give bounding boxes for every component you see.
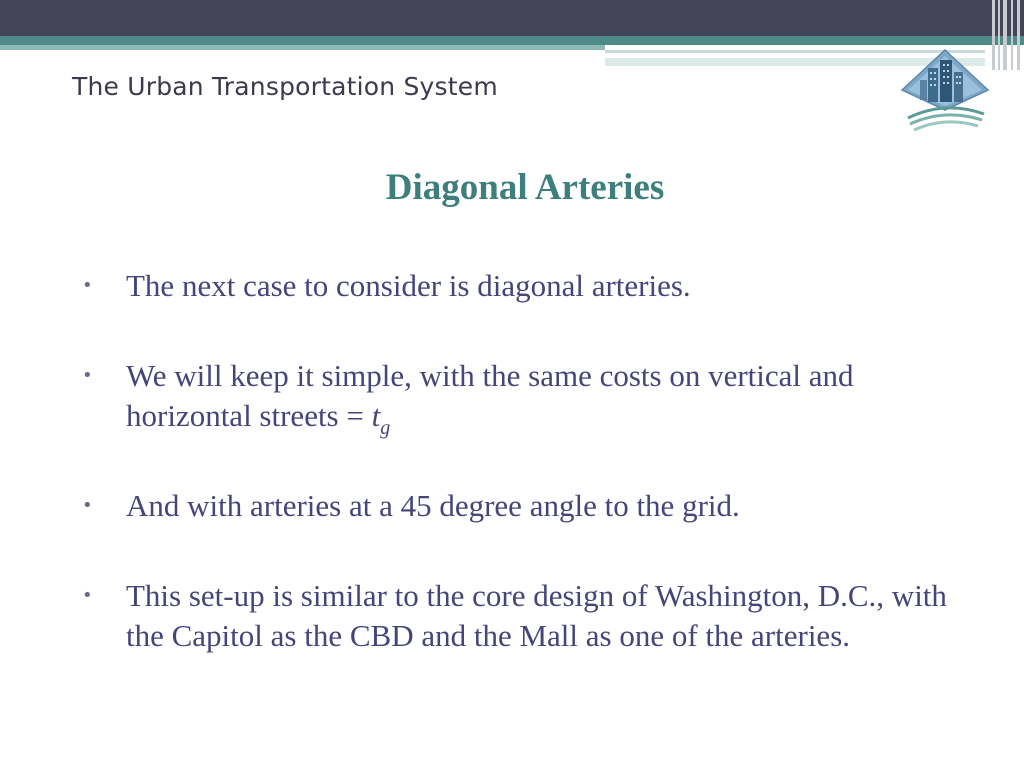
top-banner (0, 0, 1024, 36)
bullet-dot-icon: • (82, 495, 93, 516)
slide-title: Diagonal Arteries (385, 167, 665, 208)
bullet-item (82, 356, 962, 448)
bullet-item (82, 576, 962, 656)
city-buildings-logo-icon (900, 48, 990, 138)
bullet-text: The next case to consider is diagonal arteries. (126, 268, 691, 303)
bullet-item (82, 266, 962, 306)
bullet-text: This set-up is similar to the core design of Washington, D.C., with the Capitol as the CBD and the Mall as one of the arteries. (126, 578, 947, 653)
bullet-dot-icon: • (82, 585, 93, 606)
decorative-stripes (988, 0, 1024, 70)
presentation-title: The Urban Transportation System (72, 72, 498, 101)
bullet-dot-icon: • (82, 275, 93, 296)
cost-subscript: g (380, 417, 391, 439)
bullet-text: We will keep it simple, with the same costs on vertical and horizontal streets = $t_g$ (126, 358, 854, 439)
bullet-item (82, 486, 962, 526)
accent-band (0, 36, 1024, 45)
cost-symbol: t (371, 398, 381, 433)
bullet-text: And with arteries at a 45 degree angle to the grid. (126, 488, 740, 523)
bullet-dot-icon: • (82, 365, 93, 386)
accent-band-lower (0, 45, 605, 50)
